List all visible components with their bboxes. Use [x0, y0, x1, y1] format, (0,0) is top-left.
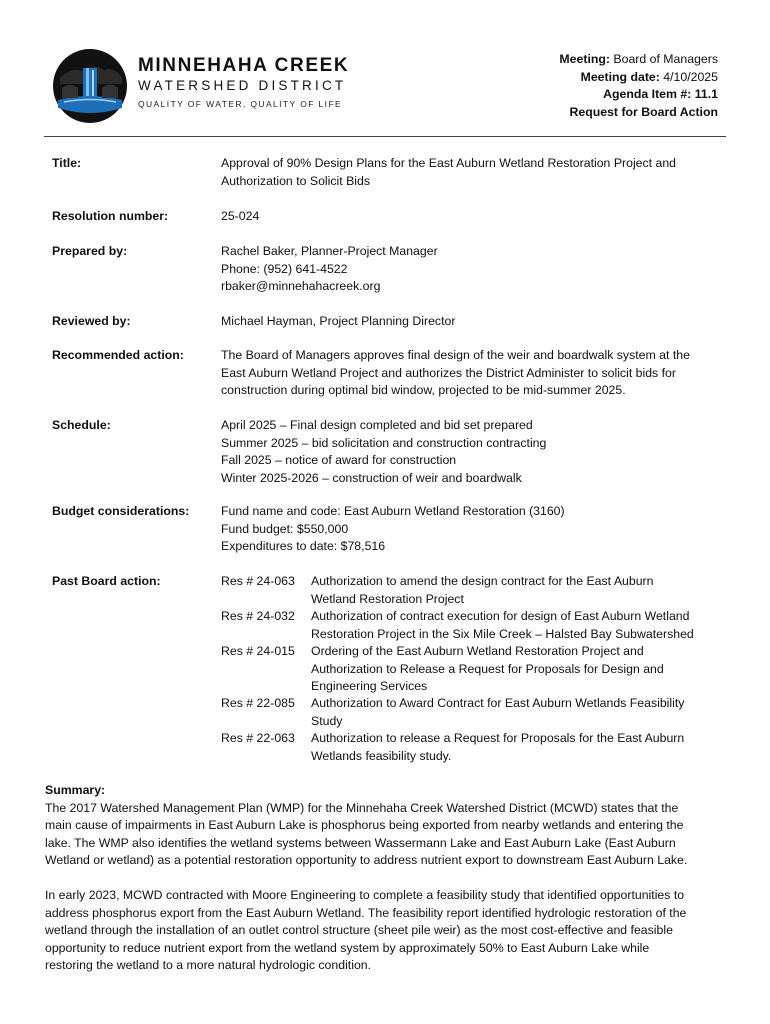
resolution-description-line: Wetlands feasibility study.: [311, 748, 452, 763]
schedule-line: Winter 2025-2026 – construction of weir and boardwalk: [221, 470, 522, 485]
header-divider: [44, 136, 726, 137]
meeting-date-value: 4/10/2025: [663, 69, 718, 84]
schedule-line: Summer 2025 – bid solicitation and construction contracting: [221, 435, 547, 450]
schedule-line: Fall 2025 – notice of award for construction: [221, 453, 457, 467]
resolution-value: 25-024: [221, 209, 260, 223]
summary-paragraph-2: [45, 887, 725, 975]
budget-value: [221, 503, 721, 556]
district-logo: [52, 48, 349, 124]
resolution-description-line: Authorization to Award Contract for East Auburn Wetlands Feasibility: [311, 696, 685, 710]
waterfall-logo-icon: [52, 48, 128, 124]
resolution-description-line: Authorization to Release a Request for Proposals for Design and: [311, 661, 664, 676]
summary-section: [45, 782, 725, 975]
summary-line: The 2017 Watershed Management Plan (WMP) for the Minnehaha Creek Watershed District (MCWD) states that the: [45, 800, 679, 815]
resolution-number: Res # 24-032: [221, 609, 295, 623]
prepared-value: [221, 243, 721, 296]
resolution-number: Res # 24-063: [221, 574, 295, 588]
agenda-item-label: Agenda Item #:: [603, 87, 692, 101]
recommended-line: East Auburn Wetland Project and authorizes the District Administer to solicit bids for: [221, 365, 676, 380]
summary-line: main cause of impairments in East Auburn Lake is phosphorus being exported from nearby wetlands and entering the: [45, 818, 684, 832]
request-type: Request for Board Action: [569, 104, 718, 119]
preparer-phone: Phone: (952) 641-4522: [221, 261, 348, 276]
recommended-line: construction during optimal bid window, projected to be mid-summer 2025.: [221, 383, 626, 397]
summary-line: Wetland or wetland) as a potential restoration opportunity to address nutrient export to downstream East Auburn Lake.: [45, 853, 688, 867]
title-line: Authorization to Solicit Bids: [221, 173, 371, 188]
title-label: Title:: [52, 156, 82, 170]
summary-title: Summary:: [45, 783, 106, 797]
budget-line: Fund name and code: East Auburn Wetland Restoration (3160): [221, 504, 565, 518]
resolution-description-line: Wetland Restoration Project: [311, 591, 464, 606]
meeting-date-label: Meeting date:: [580, 69, 660, 84]
resolution-description-line: Authorization of contract execution for design of East Auburn Wetland: [311, 609, 690, 623]
meeting-label: Meeting:: [559, 52, 610, 66]
reviewed-value: Michael Hayman, Project Planning Director: [221, 314, 456, 328]
summary-line: address phosphorus export from the East Auburn Wetland. The feasibility report identified hydrologic restoration of the: [45, 905, 687, 920]
summary-line: opportunity to reduce nutrient export from the wetland system by approximately 50% to East Auburn Lake while: [45, 940, 650, 955]
preparer-email: rbaker@minnehahacreek.org: [221, 279, 381, 293]
budget-label: Budget considerations:: [52, 504, 190, 518]
resolution-number: Res # 24-015: [221, 644, 295, 658]
recommended-line: The Board of Managers approves final design of the weir and boardwalk system at the: [221, 348, 690, 362]
summary-paragraph-1: [45, 800, 725, 870]
schedule-label: Schedule:: [52, 418, 111, 432]
past-action-row: [52, 573, 732, 773]
resolution-description: [311, 643, 721, 696]
title-value: [221, 155, 721, 190]
meeting-info: [559, 51, 718, 121]
resolution-number: Res # 22-063: [221, 731, 295, 745]
resolution-number: Res # 22-085: [221, 696, 295, 710]
resolution-label: Resolution number:: [52, 209, 169, 223]
budget-line: Expenditures to date: $78,516: [221, 539, 386, 553]
org-name-secondary: WATERSHED DISTRICT: [138, 77, 347, 93]
summary-line: In early 2023, MCWD contracted with Moore Engineering to complete a feasibility study that identified opportunities to: [45, 888, 685, 902]
title-line: Approval of 90% Design Plans for the East Auburn Wetland Restoration Project and: [221, 156, 677, 170]
resolution-description: [311, 730, 721, 765]
summary-line: restoring the wetland to a more natural hydrologic condition.: [45, 958, 372, 972]
org-tagline: QUALITY OF WATER, QUALITY OF LIFE: [138, 98, 343, 109]
prepared-label: Prepared by:: [52, 244, 128, 258]
org-name-primary: MINNEHAHA CREEK: [138, 54, 350, 76]
resolution-description: [311, 573, 721, 608]
recommended-value: [221, 347, 721, 400]
recommended-label: Recommended action:: [52, 348, 184, 362]
resolution-description-line: Restoration Project in the Six Mile Creek – Halsted Bay Subwatershed: [311, 626, 694, 641]
past-action-label: Past Board action:: [52, 574, 161, 588]
resolution-description: [311, 695, 721, 730]
preparer-name: Rachel Baker, Planner-Project Manager: [221, 244, 438, 258]
schedule-value: [221, 417, 721, 487]
reviewed-label: Reviewed by:: [52, 314, 131, 328]
resolution-description: [311, 608, 721, 643]
resolution-description-line: Engineering Services: [311, 679, 428, 693]
resolution-description-line: Authorization to amend the design contract for the East Auburn: [311, 574, 654, 588]
agenda-item-value: 11.1: [694, 87, 718, 101]
resolution-description-line: Ordering of the East Auburn Wetland Restoration Project and: [311, 644, 644, 658]
summary-line: lake. The WMP also identifies the wetland systems between Wassermann Lake and East Auburn Lake (East Auburn: [45, 835, 676, 850]
resolution-description-line: Authorization to release a Request for Proposals for the East Auburn: [311, 731, 685, 745]
meeting-value: Board of Managers: [613, 52, 718, 66]
summary-line: wetland through the installation of an outlet control structure (sheet pile weir) as the most cost-effective and feasible: [45, 923, 673, 937]
schedule-line: April 2025 – Final design completed and bid set prepared: [221, 418, 533, 432]
budget-line: Fund budget: $550,000: [221, 521, 349, 536]
resolution-description-line: Study: [311, 713, 343, 728]
